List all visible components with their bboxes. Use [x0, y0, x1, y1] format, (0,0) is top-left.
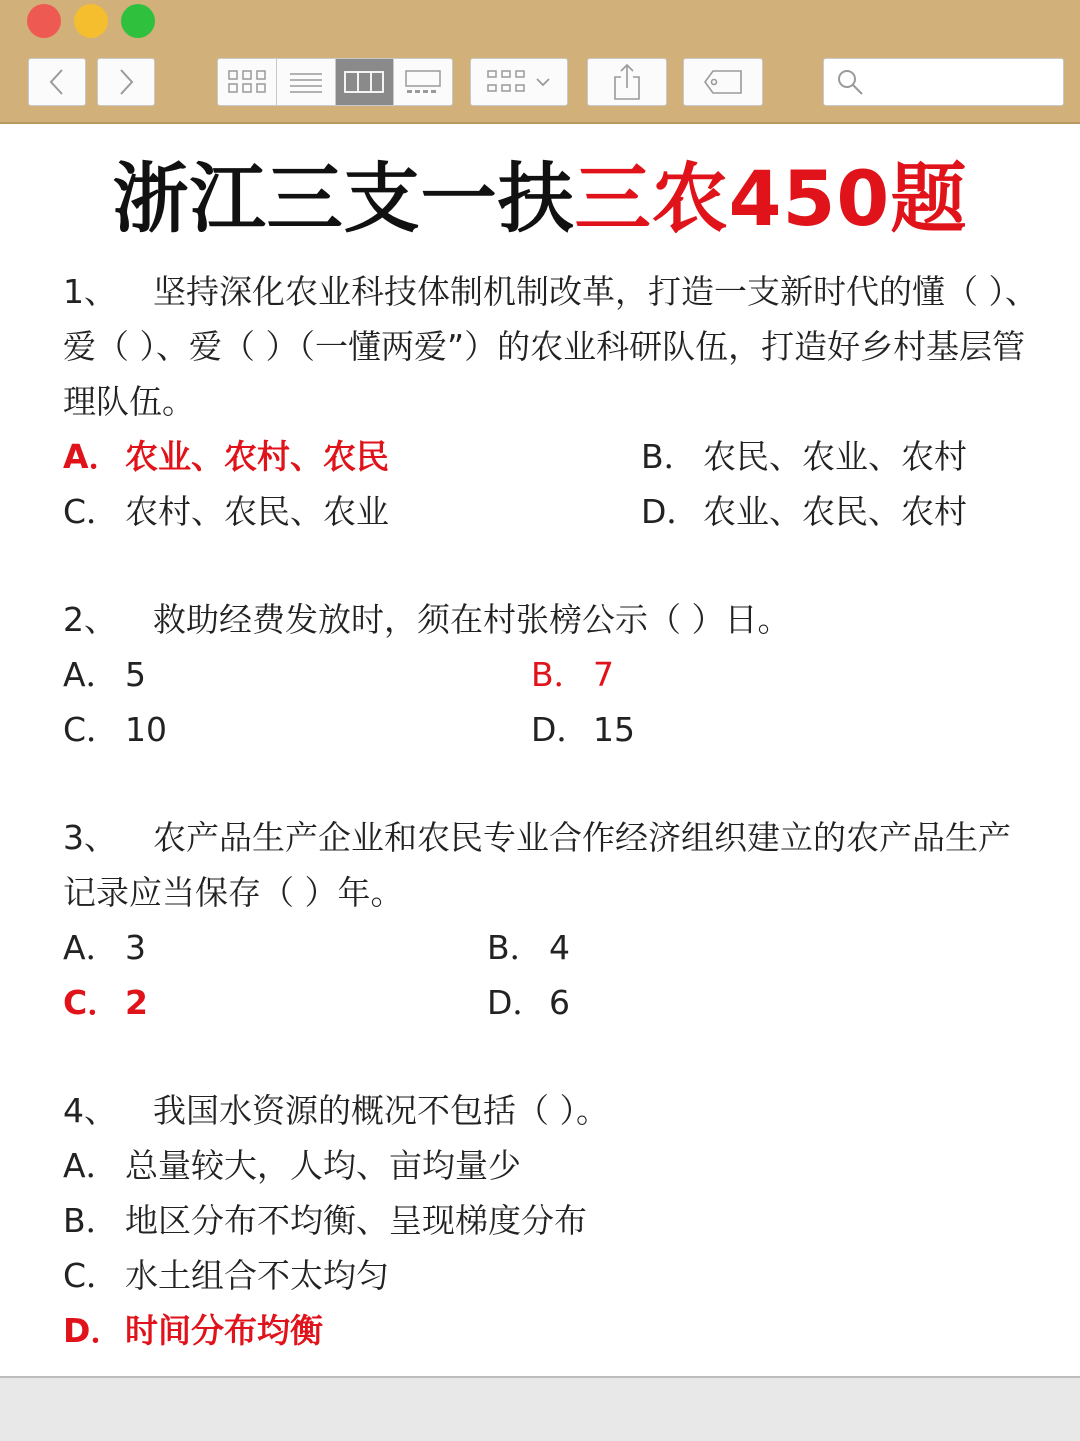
close-window-button[interactable]	[27, 4, 61, 38]
option-c[interactable]: C． 10	[63, 710, 167, 749]
option-b[interactable]: B． 地区分布不均衡、呈现梯度分布	[63, 1201, 587, 1240]
search-icon	[836, 68, 864, 96]
minimize-window-button[interactable]	[74, 4, 108, 38]
group-by-dropdown[interactable]	[470, 58, 568, 106]
option-b[interactable]: B． 7	[531, 655, 614, 694]
question-number: 3、	[63, 818, 117, 857]
question-text: 坚持深化农业科技体制机制改革，打造一支新时代的懂（ ）、爱（ ）、爱（ ）（一懂两爱”）的农业科研队伍，打造好乡村基层管理队伍。	[63, 272, 1038, 421]
status-bar	[0, 1380, 1080, 1441]
document-page	[0, 124, 1080, 1378]
question-1	[63, 264, 1043, 539]
option-c[interactable]: C． 农村、农民、农业	[63, 492, 389, 531]
option-c[interactable]: C． 水土组合不太均匀	[63, 1256, 389, 1295]
option-b[interactable]: B． 农民、农业、农村	[641, 437, 967, 476]
gallery-view-button[interactable]	[394, 59, 452, 105]
options-row	[63, 1138, 1043, 1193]
option-c[interactable]: C． 2	[63, 983, 148, 1022]
tag-icon	[703, 69, 743, 95]
search-input[interactable]	[872, 64, 1062, 100]
question-text: 农产品生产企业和农民专业合作经济组织建立的农产品生产记录应当保存（ ）年。	[63, 818, 1011, 912]
window-toolbar	[0, 0, 1080, 124]
page-title	[0, 154, 1080, 244]
title-red-part: 三农450题	[574, 154, 968, 243]
gallery-icon	[403, 69, 443, 95]
search-field[interactable]	[823, 58, 1064, 106]
option-a[interactable]: A． 农业、农村、农民	[63, 437, 389, 476]
question-text: 我国水资源的概况不包括（ ）。	[153, 1091, 609, 1130]
option-a[interactable]: A． 5	[63, 655, 146, 694]
list-icon	[289, 70, 323, 94]
question-number: 4、	[63, 1091, 117, 1130]
list-view-button[interactable]	[277, 59, 336, 105]
options-row	[63, 1303, 1043, 1358]
option-d[interactable]: D．时间分布均衡	[63, 1311, 323, 1350]
question-number: 2、	[63, 600, 117, 639]
arrange-grid-icon	[486, 69, 526, 95]
view-mode-selector	[217, 58, 453, 106]
option-a[interactable]: A． 总量较大，人均、亩均量少	[63, 1146, 521, 1185]
option-a[interactable]: A． 3	[63, 928, 146, 967]
column-view-button[interactable]	[336, 59, 395, 105]
question-2	[63, 592, 1043, 757]
question-3	[63, 810, 1043, 1030]
options-row	[63, 702, 1043, 757]
zoom-window-button[interactable]	[121, 4, 155, 38]
forward-button[interactable]	[97, 58, 155, 106]
columns-icon	[344, 70, 384, 94]
option-d[interactable]: D． 农业、农民、农村	[641, 492, 967, 531]
chevron-left-icon	[47, 67, 67, 97]
title-black-part: 浙江三支一扶	[112, 154, 575, 243]
option-d[interactable]: D． 15	[531, 710, 635, 749]
options-row	[63, 484, 1043, 539]
icon-view-button[interactable]	[218, 59, 277, 105]
share-icon	[612, 63, 642, 101]
question-text: 救助经费发放时，须在村张榜公示（ ）日。	[153, 600, 791, 639]
options-row	[63, 429, 1043, 484]
question-stem	[63, 264, 1043, 429]
chevron-right-icon	[116, 67, 136, 97]
option-b[interactable]: B． 4	[487, 928, 570, 967]
share-button[interactable]	[587, 58, 667, 106]
options-row	[63, 975, 1043, 1030]
question-number: 1、	[63, 272, 117, 311]
chevron-down-icon	[534, 75, 552, 89]
question-4	[63, 1083, 1043, 1358]
back-button[interactable]	[28, 58, 86, 106]
options-row	[63, 1248, 1043, 1303]
options-row	[63, 1193, 1043, 1248]
question-stem	[63, 592, 1043, 647]
question-stem	[63, 810, 1043, 920]
options-row	[63, 920, 1043, 975]
option-d[interactable]: D． 6	[487, 983, 570, 1022]
grid-icon	[227, 69, 267, 95]
question-stem	[63, 1083, 1043, 1138]
tags-button[interactable]	[683, 58, 763, 106]
options-row	[63, 647, 1043, 702]
